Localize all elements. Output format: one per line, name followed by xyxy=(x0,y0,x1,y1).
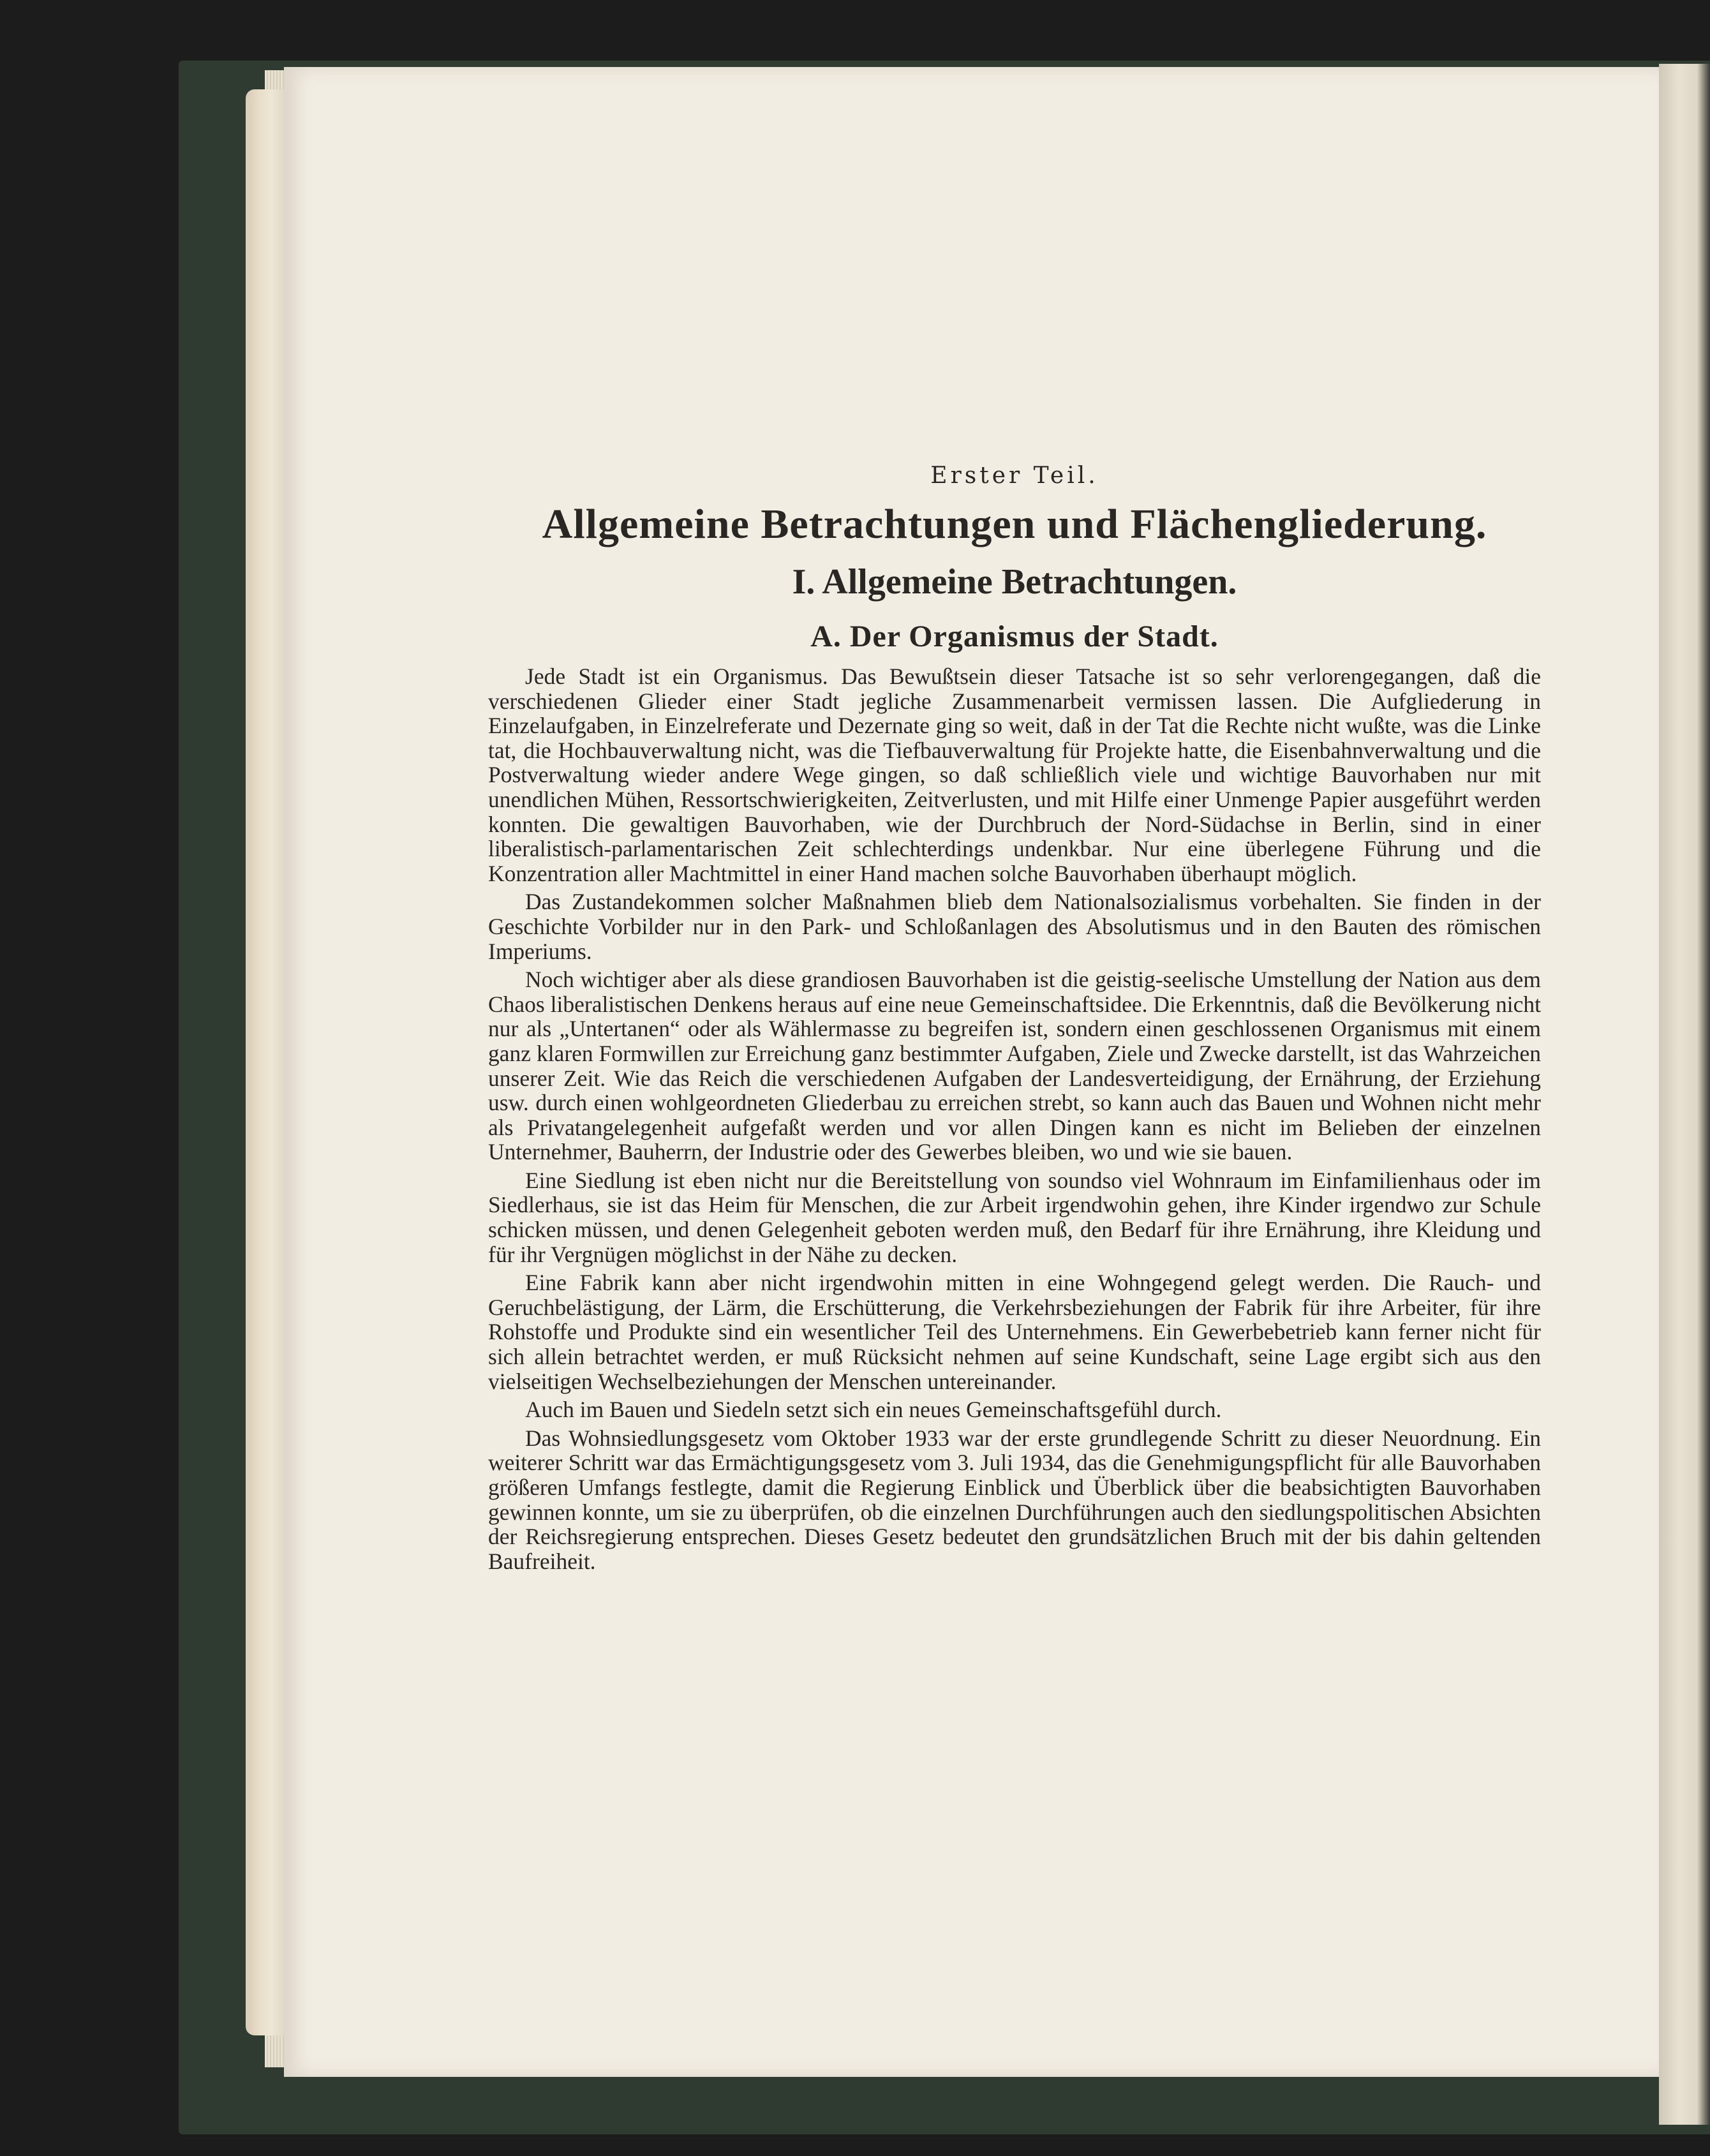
paragraph: Eine Siedlung ist eben nicht nur die Bereitstellung von soundso viel Wohnraum im Einfamilienhaus oder im Siedlerhaus, sie ist das Heim für Menschen, die zur Arbeit irgendwohin gehen, ihre Kinder irgendwo zur Schule schicken müssen, und denen Gelegenheit geboten werden muß, den Bedarf für ihre Ernährung, ihre Kleidung und für ihr Vergnügen möglichst in der Nähe zu decken. xyxy=(488,1167,1541,1267)
paragraph: Das Wohnsiedlungsgesetz vom Oktober 1933 war der erste grundlegende Schritt zu dieser Neuordnung. Ein weiterer Schritt war das Ermächtigungsgesetz vom 3. Juli 1934, das die Genehmigungspflicht für alle Bauvorhaben größeren Umfangs festlegte, damit die Regierung Einblick und Überblick über die beabsichtigten Bauvorhaben gewinnen konnte, um sie zu überprüfen, ob die einzelnen Durchführungen auch den siedlungspolitischen Absichten der Reichsregierung entsprechen. Dieses Gesetz bedeutet den grundsätzlichen Bruch mit der bis dahin geltenden Baufreiheit. xyxy=(488,1425,1541,1574)
paragraph: Eine Fabrik kann aber nicht irgendwohin mitten in eine Wohngegend gelegt werden. Die Rauch- und Geruchbelästigung, der Lärm, die Erschütterung, die Verkehrsbeziehungen der Fabrik für ihre Arbeiter, für ihre Rohstoffe und Produkte sind ein wesentlicher Teil des Unternehmens. Ein Gewerbebetrieb kann ferner nicht für sich allein betrachtet werden, er muß Rücksicht nehmen auf seine Kundschaft, seine Lage ergibt sich aus den vielseitigen Wechselbeziehungen der Menschen untereinander. xyxy=(488,1270,1541,1394)
page-stack-right xyxy=(1659,64,1710,2125)
paragraph: Das Zustandekommen solcher Maßnahmen blieb dem Nationalsozialismus vorbehalten. Sie finden in der Geschichte Vorbilder nur in den Park- und Schloßanlagen des Absolutismus und in den Bauten des römischen Imperiums. xyxy=(488,889,1541,964)
page-content xyxy=(488,463,1541,1577)
paragraph: Noch wichtiger aber als diese grandiosen Bauvorhaben ist die geistig-seelische Umstellung der Nation aus dem Chaos liberalistischen Denkens heraus auf eine neue Gemeinschaftsidee. Die Erkenntnis, daß die Bevölkerung nicht nur als „Untertanen“ oder als Wählermasse zu begreifen ist, sondern einen geschlossenen Organismus mit einem ganz klaren Formwillen zur Erreichung ganz bestimmter Aufgaben, Ziele und Zwecke darstellt, ist das Wahrzeichen unserer Zeit. Wie das Reich die verschiedenen Aufgaben der Landesverteidigung, der Ernährung, der Erziehung usw. durch einen wohlgeordneten Gliederbau zu erreichen strebt, so kann auch das Bauen und Wohnen nicht mehr als Privatangelegenheit aufgefaßt werden und vor allen Dingen kann es nicht im Belieben der einzelnen Unternehmer, Bauherrn, der Industrie oder des Gewerbes bleiben, wo und wie sie bauen. xyxy=(488,967,1541,1165)
part-label: Erster Teil. xyxy=(930,463,1099,489)
paragraph: Jede Stadt ist ein Organismus. Das Bewußtsein dieser Tatsache ist so sehr verlorengegangen, daß die verschiedenen Glieder einer Stadt jegliche Zusammenarbeit vermissen lassen. Die Aufgliederung in Einzelaufgaben, in Einzelreferate und Dezernate ging so weit, daß in der Tat die Rechte nicht wußte, was die Linke tat, die Hochbauverwaltung nicht, was die Tiefbauverwaltung für Projekte hatte, die Eisenbahnverwaltung und die Postverwaltung wieder andere Wege gingen, so daß schließlich viele und wichtige Bauvorhaben nur mit unendlichen Mühen, Ressortschwierigkeiten, Zeitverlusten, und mit Hilfe einer Unmenge Papier ausgeführt werden konnten. Die gewaltigen Bauvorhaben, wie der Durchbruch der Nord-Südachse in Berlin, sind in einer liberalistisch-parlamentarischen Zeit schlechterdings undenkbar. Nur eine überlegene Führung und die Konzentration aller Machtmittel in einer Hand machen solche Bauvorhaben überhaupt möglich. xyxy=(488,664,1541,886)
paragraph: Auch im Bauen und Siedeln setzt sich ein neues Gemeinschaftsgefühl durch. xyxy=(525,1397,1222,1423)
chapter-title: Allgemeine Betrachtungen und Flächengliederung. xyxy=(542,501,1487,547)
page-stack-left xyxy=(246,89,284,2035)
book-page xyxy=(284,67,1659,2077)
section-title: A. Der Organismus der Stadt. xyxy=(810,620,1219,653)
chapter-subtitle: I. Allgemeine Betrachtungen. xyxy=(792,562,1237,602)
